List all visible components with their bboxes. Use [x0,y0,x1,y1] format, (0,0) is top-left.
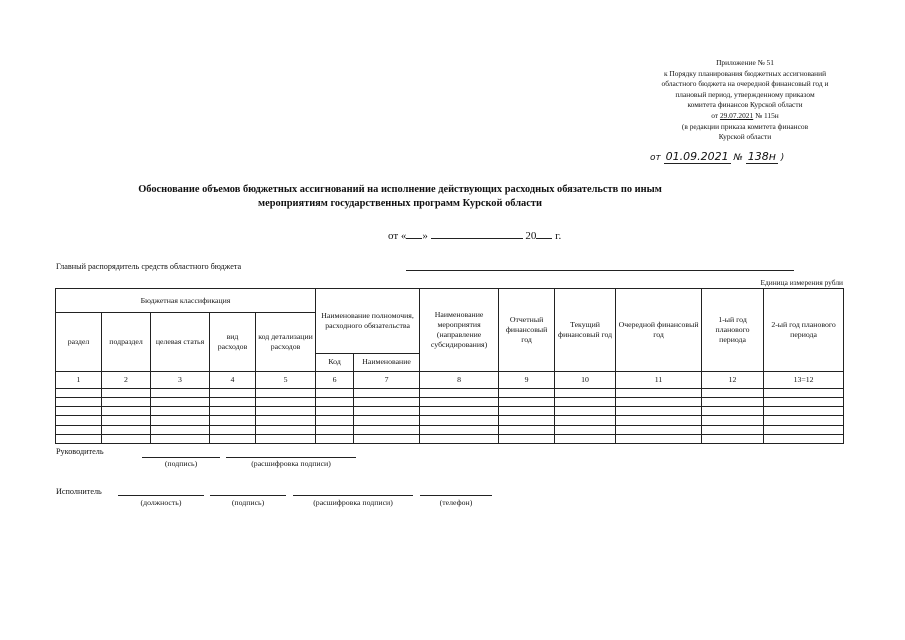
col-number: 4 [210,371,256,388]
col-number: 7 [354,371,420,388]
manager-label: Главный распорядитель средств областного бюджета [56,262,242,271]
executor-label: Исполнитель [56,487,102,496]
header-kod: Код [316,354,354,371]
table-row [56,388,844,397]
col-number: 10 [555,371,616,388]
col-number: 6 [316,371,354,388]
handwritten-number-label: № [733,153,743,163]
header-kod-detail: код детализации расходов [256,313,316,371]
exec-phone-caption: (телефон) [439,498,473,507]
unit-label: Единица измерения рубли [760,278,843,287]
budget-table [55,288,844,444]
handwritten-prefix: от [650,153,661,163]
date-line [388,229,561,242]
appendix-line-6 [600,111,890,122]
appendix-line-7: (в редакции приказа комитета финансов [681,121,809,131]
header-tselevaya: целевая статья [151,313,210,371]
header-authority: Наименование полномочия, расходного обязательства [316,289,420,354]
header-plan-year-1: 1-ый год планового периода [702,289,764,372]
table-row [56,425,844,434]
exec-sign-caption: (подпись) [231,498,265,507]
appendix-line-2: к Порядку планирования бюджетных ассигнований [663,68,827,78]
date-prefix: от « [388,230,407,242]
col-number: 9 [499,371,555,388]
handwritten-number: 138н [747,150,776,163]
col-number: 3 [151,371,210,388]
year-prefix: 20 [525,230,537,242]
header-report-year: Отчетный финансовый год [499,289,555,372]
handwritten-amendment [650,151,830,164]
title-line-1: Обоснование объемов бюджетных ассигнований на исполнение действующих расходных обязательств по иным [138,184,662,195]
appendix-line-1: Приложение № 51 [716,58,774,67]
head-sign-caption: (подпись) [164,459,198,468]
exec-decode-line [293,495,413,496]
appendix-line-5: комитета финансов Курской области [687,100,803,110]
col-number: 11 [616,371,702,388]
col-number: 1 [56,371,102,388]
month-blank [431,229,523,239]
table-row [56,398,844,407]
manager-blank-line [406,270,794,271]
handwritten-date: 01.09.2021 [665,150,729,163]
header-budget-class: Бюджетная классификация [56,289,316,313]
date-quote-close: » [422,230,428,242]
number-row [56,371,844,388]
header-event: Наименование мероприятия (направление субсидирования) [420,289,499,372]
table-row [56,416,844,425]
appendix-line-3: областного бюджета на очередной финансовый год и [661,79,829,89]
table-row [56,407,844,416]
handwritten-close: ) [780,153,785,163]
col-number: 12 [702,371,764,388]
header-naim: Наименование [354,354,420,371]
head-decode-caption: (расшифровка подписи) [251,459,331,468]
appendix-date: 29.07.2021 [719,110,754,120]
col-number: 2 [102,371,151,388]
appendix-block [600,58,890,143]
header-podrazdel: подраздел [102,313,151,371]
year-blank [536,229,552,239]
appendix-order-number: № 115н [755,110,779,120]
exec-position-line [118,495,204,496]
header-vid: вид расходов [210,313,256,371]
header-current-year: Текущий финансовый год [555,289,616,372]
day-blank [406,229,422,239]
header-plan-year-2: 2-ый год планового периода [764,289,844,372]
table-row [56,434,844,443]
col-number: 5 [256,371,316,388]
appendix-date-prefix: от [711,110,719,120]
head-decode-line [226,457,356,458]
appendix-line-4: плановый период, утвержденному приказом [675,89,815,99]
col-number: 13=12 [764,371,844,388]
col-number: 8 [420,371,499,388]
exec-position-caption: (должность) [140,498,182,507]
appendix-line-8: Курской области [718,132,772,142]
head-sign-line [142,457,220,458]
head-label: Руководитель [56,447,104,456]
title-line-2: мероприятиям государственных программ Курской области [258,198,542,209]
year-suffix: г. [555,230,562,242]
exec-phone-line [420,495,492,496]
exec-decode-caption: (расшифровка подписи) [313,498,393,507]
header-razdel: раздел [56,313,102,371]
header-next-year: Очередной финансовый год [616,289,702,372]
document-title [90,183,710,211]
exec-sign-line [210,495,286,496]
